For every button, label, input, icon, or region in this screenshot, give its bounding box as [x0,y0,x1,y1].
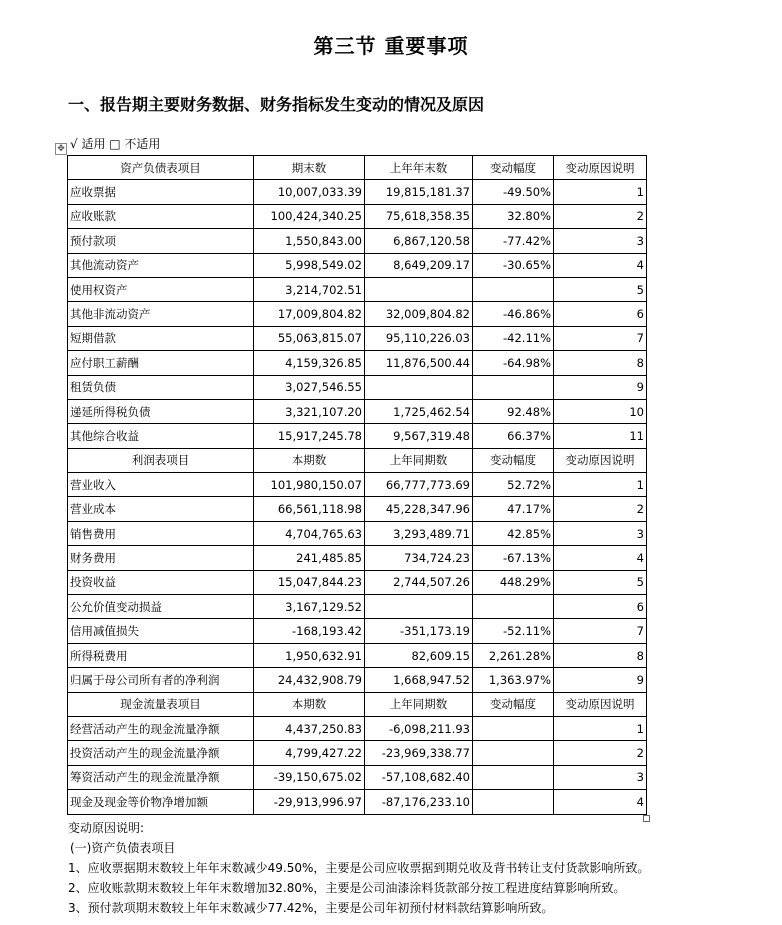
table-row [68,375,647,399]
table-row [68,399,647,423]
item-name-cell: 筹资活动产生的现金流量净额 [68,765,254,789]
item-name-cell: 应收票据 [68,180,254,204]
value-cell: 101,980,150.07 [254,473,365,497]
value-cell [473,765,554,789]
item-name-cell: 归属于母公司所有者的净利润 [68,668,254,692]
value-cell: 3,027,546.55 [254,375,365,399]
header-cell: 本期数 [254,692,365,716]
value-cell: 3,321,107.20 [254,399,365,423]
value-cell: 9 [554,375,647,399]
item-name-cell: 投资收益 [68,570,254,594]
table-row [68,204,647,228]
item-name-cell: 使用权资产 [68,277,254,301]
table-row [68,741,647,765]
value-cell: 3 [554,229,647,253]
table-row [68,302,647,326]
value-cell: 32,009,804.82 [365,302,473,326]
value-cell: -77.42% [473,229,554,253]
item-name-cell: 销售费用 [68,521,254,545]
applicable-checkbox-line: √ 适用 □ 不适用 [70,137,161,151]
value-cell: -52.11% [473,619,554,643]
value-cell: 241,485.85 [254,546,365,570]
header-cell: 变动幅度 [473,448,554,472]
header-cell: 变动幅度 [473,156,554,180]
value-cell: 3,167,129.52 [254,595,365,619]
value-cell: -57,108,682.40 [365,765,473,789]
value-cell [365,595,473,619]
table-row [68,546,647,570]
value-cell: 3,214,702.51 [254,277,365,301]
table-move-icon[interactable]: ✥ [55,143,67,155]
value-cell: 2 [554,497,647,521]
table-row [68,351,647,375]
value-cell: 4,799,427.22 [254,741,365,765]
item-name-cell: 投资活动产生的现金流量净额 [68,741,254,765]
value-cell: 8,649,209.17 [365,253,473,277]
item-name-cell: 短期借款 [68,326,254,350]
value-cell: 5 [554,570,647,594]
value-cell: 19,815,181.37 [365,180,473,204]
item-name-cell: 信用减值损失 [68,619,254,643]
value-cell: 92.48% [473,399,554,423]
value-cell: -29,913,996.97 [254,790,365,814]
value-cell [365,277,473,301]
value-cell: 1,550,843.00 [254,229,365,253]
item-name-cell: 经营活动产生的现金流量净额 [68,716,254,740]
item-name-cell: 预付款项 [68,229,254,253]
header-cell: 变动原因说明 [554,156,647,180]
value-cell: 82,609.15 [365,643,473,667]
header-cell: 现金流量表项目 [68,692,254,716]
value-cell: 32.80% [473,204,554,228]
value-cell: 2 [554,741,647,765]
item-name-cell: 应收账款 [68,204,254,228]
item-name-cell: 公允价值变动损益 [68,595,254,619]
financial-changes-table [67,155,647,815]
value-cell: 15,047,844.23 [254,570,365,594]
item-name-cell: 应付职工薪酬 [68,351,254,375]
item-name-cell: 其他综合收益 [68,424,254,448]
value-cell: 8 [554,643,647,667]
value-cell: 7 [554,326,647,350]
item-name-cell: 其他非流动资产 [68,302,254,326]
value-cell: 8 [554,351,647,375]
value-cell: -87,176,233.10 [365,790,473,814]
value-cell: 2 [554,204,647,228]
value-cell: 10,007,033.39 [254,180,365,204]
value-cell: 5 [554,277,647,301]
value-cell: -351,173.19 [365,619,473,643]
value-cell: 55,063,815.07 [254,326,365,350]
header-cell: 变动原因说明 [554,448,647,472]
value-cell: 4 [554,253,647,277]
table-row [68,473,647,497]
value-cell [473,790,554,814]
value-cell: 75,618,358.35 [365,204,473,228]
value-cell: 1 [554,473,647,497]
value-cell: 7 [554,619,647,643]
value-cell: 1,725,462.54 [365,399,473,423]
value-cell: 3 [554,521,647,545]
value-cell: 66.37% [473,424,554,448]
header-cell: 上年年末数 [365,156,473,180]
table-row [68,497,647,521]
change-reasons-notes [68,818,649,918]
table-row [68,570,647,594]
header-cell: 资产负债表项目 [68,156,254,180]
value-cell: 9,567,319.48 [365,424,473,448]
table-header-row [68,156,647,180]
section-heading: 一、报告期主要财务数据、财务指标发生变动的情况及原因 [68,95,485,114]
value-cell: 6,867,120.58 [365,229,473,253]
item-name-cell: 租赁负债 [68,375,254,399]
item-name-cell: 其他流动资产 [68,253,254,277]
table-row [68,326,647,350]
value-cell: 6 [554,595,647,619]
value-cell: -23,969,338.77 [365,741,473,765]
value-cell: -64.98% [473,351,554,375]
item-name-cell: 现金及现金等价物净增加额 [68,790,254,814]
value-cell: 42.85% [473,521,554,545]
value-cell: 11 [554,424,647,448]
notes-heading: 变动原因说明: [68,821,145,835]
note-item: 3、预付款项期末数较上年年末数减少77.42%，主要是公司年初预付材料款结算影响所致。 [68,901,554,915]
value-cell [365,375,473,399]
item-name-cell: 所得税费用 [68,643,254,667]
table-row [68,619,647,643]
value-cell: 17,009,804.82 [254,302,365,326]
note-item: 2、应收账款期末数较上年年末数增加32.80%，主要是公司油漆涂料货款部分按工程进度结算影响所致。 [68,881,626,895]
header-cell: 期末数 [254,156,365,180]
table-row [68,521,647,545]
item-name-cell: 财务费用 [68,546,254,570]
value-cell: 10 [554,399,647,423]
value-cell: 1,668,947.52 [365,668,473,692]
value-cell: 4,437,250.83 [254,716,365,740]
value-cell: 66,777,773.69 [365,473,473,497]
value-cell: 4 [554,546,647,570]
value-cell: -67.13% [473,546,554,570]
table-row [68,229,647,253]
value-cell [473,595,554,619]
header-cell: 本期数 [254,448,365,472]
value-cell [473,741,554,765]
header-cell: 利润表项目 [68,448,254,472]
table-row [68,424,647,448]
value-cell: 100,424,340.25 [254,204,365,228]
table-header-row [68,692,647,716]
page-title: 第三节 重要事项 [313,34,469,58]
value-cell: 95,110,226.03 [365,326,473,350]
table-row [68,668,647,692]
value-cell [473,277,554,301]
value-cell: 1,363.97% [473,668,554,692]
item-name-cell: 营业成本 [68,497,254,521]
table-row [68,765,647,789]
value-cell: 3,293,489.71 [365,521,473,545]
value-cell: 1,950,632.91 [254,643,365,667]
value-cell: 52.72% [473,473,554,497]
table-row [68,277,647,301]
table-row [68,643,647,667]
value-cell: 1 [554,180,647,204]
value-cell: -39,150,675.02 [254,765,365,789]
table-row [68,716,647,740]
value-cell: 3 [554,765,647,789]
header-cell: 变动幅度 [473,692,554,716]
value-cell: -46.86% [473,302,554,326]
value-cell: -42.11% [473,326,554,350]
value-cell: 15,917,245.78 [254,424,365,448]
value-cell: 66,561,118.98 [254,497,365,521]
value-cell: 734,724.23 [365,546,473,570]
value-cell [473,716,554,740]
notes-sub-heading: (一)资产负债表项目 [70,841,176,855]
table-row [68,790,647,814]
item-name-cell: 营业收入 [68,473,254,497]
value-cell: -168,193.42 [254,619,365,643]
header-cell: 变动原因说明 [554,692,647,716]
value-cell: 4 [554,790,647,814]
header-cell: 上年同期数 [365,692,473,716]
item-name-cell: 递延所得税负债 [68,399,254,423]
value-cell: -30.65% [473,253,554,277]
table-row [68,253,647,277]
value-cell: 4,159,326.85 [254,351,365,375]
value-cell: 24,432,908.79 [254,668,365,692]
note-item: 1、应收票据期末数较上年年末数减少49.50%，主要是公司应收票据到期兑收及背书转让支付货款影响所致。 [68,861,650,875]
value-cell: 2,261.28% [473,643,554,667]
table-row [68,595,647,619]
value-cell: 4,704,765.63 [254,521,365,545]
header-cell: 上年同期数 [365,448,473,472]
value-cell: 47.17% [473,497,554,521]
value-cell: -49.50% [473,180,554,204]
table-header-row [68,448,647,472]
value-cell: 1 [554,716,647,740]
table-row [68,180,647,204]
value-cell: 5,998,549.02 [254,253,365,277]
value-cell [473,375,554,399]
value-cell: 11,876,500.44 [365,351,473,375]
value-cell: 2,744,507.26 [365,570,473,594]
value-cell: 9 [554,668,647,692]
value-cell: 45,228,347.96 [365,497,473,521]
value-cell: 448.29% [473,570,554,594]
value-cell: -6,098,211.93 [365,716,473,740]
value-cell: 6 [554,302,647,326]
